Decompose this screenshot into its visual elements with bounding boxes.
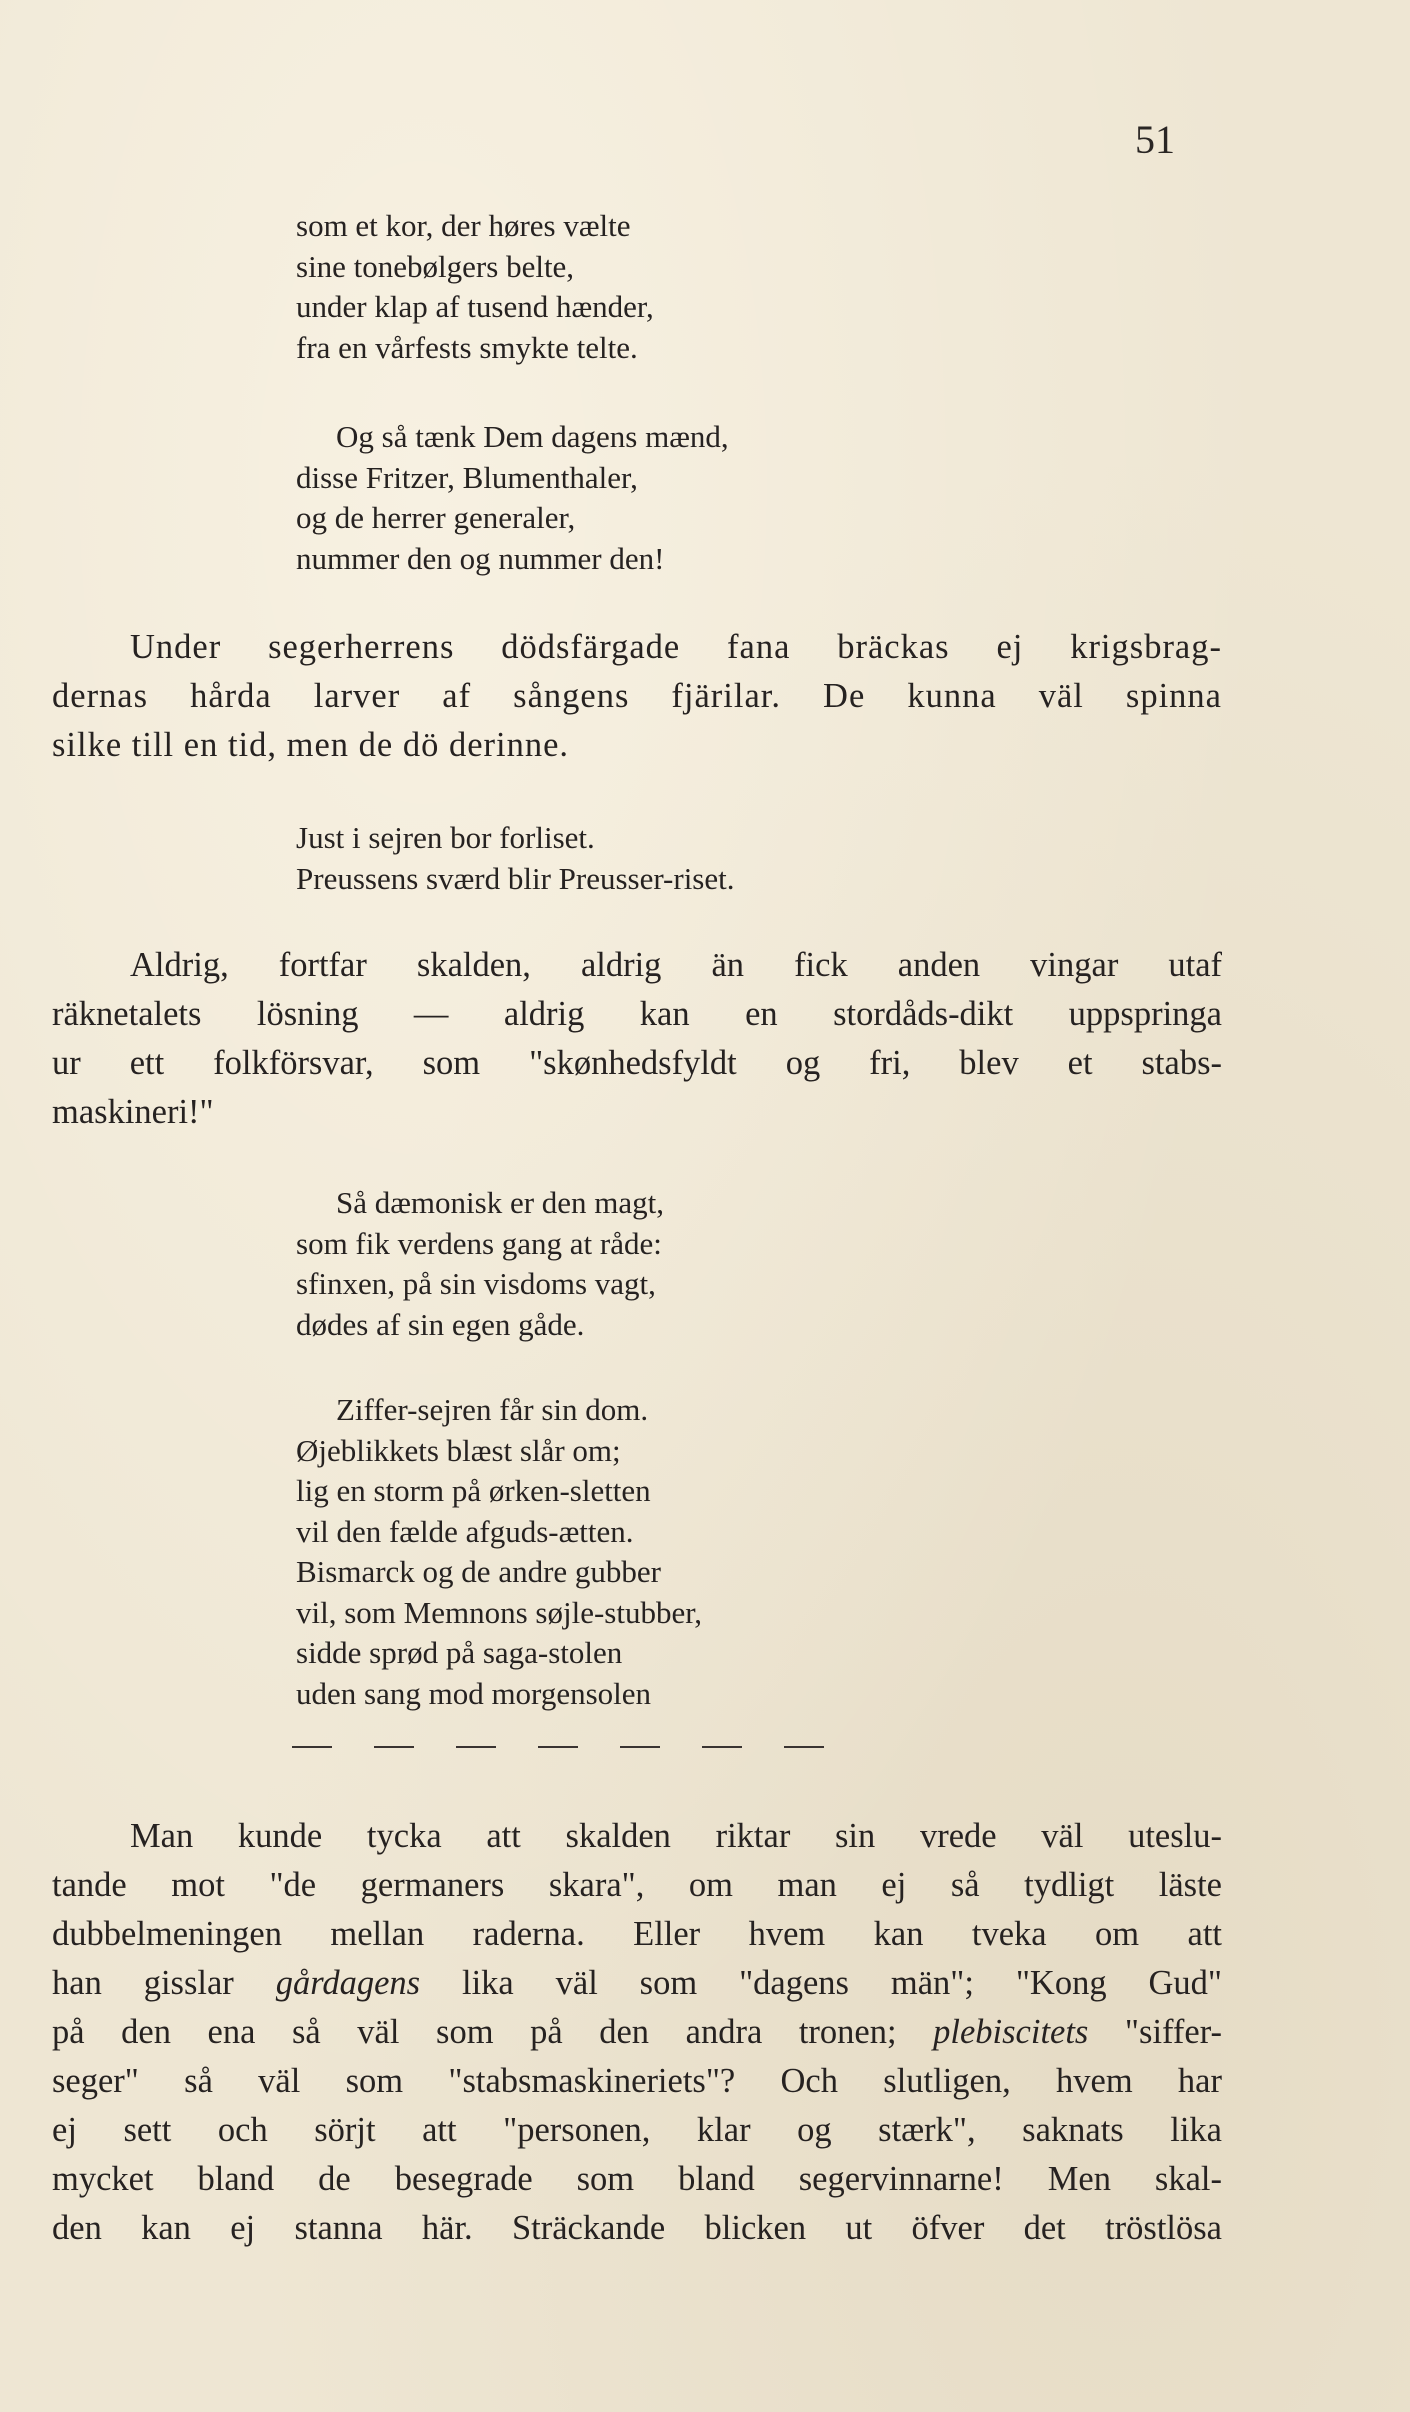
verse-line: vil den fælde afguds-ætten. [296,1513,634,1549]
prose-paragraph-2 [52,941,1222,1137]
verse-line: sine tonebølgers belte, [296,248,575,284]
verse-line: disse Fritzer, Blumenthaler, [296,459,638,495]
text-run: på den ena så väl som på den andra tronen; [52,2013,934,2051]
separator-dash [702,1746,742,1748]
prose-line: tande mot "de germaners skara", om man ej så tydligt läste [52,1866,1222,1904]
text-run: han gisslar [52,1964,276,2002]
prose-line: dubbelmeningen mellan raderna. Eller hvem kan tveka om att [52,1915,1222,1953]
separator-dash [784,1746,824,1748]
prose-line: maskineri!" [52,1093,214,1131]
section-separator [292,1746,832,1749]
prose-line-with-emphasis [52,2008,1222,2057]
verse-stanza-2 [296,417,729,579]
verse-line: vil, som Memnons søjle-stubber, [296,1594,703,1630]
prose-line-with-emphasis [52,1959,1222,2008]
prose-line: ej sett och sörjt att "personen, klar og stærk", saknats lika [52,2111,1222,2149]
verse-stanza-3 [296,818,735,899]
verse-line: fra en vårfests smykte telte. [296,329,638,365]
separator-dash [538,1746,578,1748]
verse-stanza-5 [296,1390,702,1714]
prose-paragraph-3 [52,1812,1222,2253]
prose-line: silke till en tid, men de dö derinne. [52,726,570,764]
verse-line: sfinxen, på sin visdoms vagt, [296,1266,656,1301]
prose-line: den kan ej stanna här. Sträckande blicken ut öfver det tröstlösa [52,2209,1222,2247]
prose-paragraph-1 [52,623,1222,770]
page-number: 51 [1135,117,1175,162]
verse-line: som et kor, der høres vælte [296,208,631,243]
verse-line: nummer den og nummer den! [296,540,665,576]
verse-stanza-1 [296,206,654,368]
prose-line: dernas hårda larver af sångens fjärilar. De kunna väl spinna [52,677,1222,715]
verse-line: Preussens sværd blir Preusser-riset. [296,860,735,896]
separator-dash [620,1746,660,1748]
verse-stanza-4 [296,1183,664,1345]
verse-line: sidde sprød på saga-stolen [296,1635,623,1670]
prose-line: mycket bland de besegrade som bland segervinnarne! Men skal- [52,2160,1222,2198]
verse-line: Øjeblikkets blæst slår om; [296,1432,621,1468]
verse-line: Ziffer-sejren får sin dom. [336,1392,649,1427]
verse-line: Bismarck og de andre gubber [296,1554,661,1589]
text-run: "siffer- [1088,2013,1222,2051]
verse-line: som fik verdens gang at råde: [296,1225,662,1261]
emphasis-gardagens: gårdagens [275,1964,421,2002]
prose-line: Under segerherrens dödsfärgade fana bräckas ej krigsbrag- [130,628,1222,666]
emphasis-plebiscitets: plebiscitets [933,2013,1089,2051]
prose-line: räknetalets lösning — aldrig kan en stordåds-dikt uppspringa [52,995,1222,1033]
verse-line: under klap af tusend hænder, [296,289,654,324]
prose-line: seger" så väl som "stabsmaskineriets"? Och slutligen, hvem har [52,2062,1222,2100]
verse-line: Og så tænk Dem dagens mænd, [336,419,729,454]
verse-line: Så dæmonisk er den magt, [336,1185,665,1220]
prose-line: ur ett folkförsvar, som "skønhedsfyldt og fri, blev et stabs- [52,1044,1222,1082]
prose-line: Aldrig, fortfar skalden, aldrig än fick anden vingar utaf [130,946,1222,984]
separator-dash [292,1746,332,1748]
verse-line: uden sang mod morgensolen [296,1675,652,1711]
verse-line: Just i sejren bor forliset. [296,820,595,855]
prose-line: Man kunde tycka att skalden riktar sin vrede väl uteslu- [130,1817,1222,1855]
separator-dash [456,1746,496,1748]
text-run: lika väl som "dagens män"; "Kong Gud" [420,1964,1223,2002]
verse-line: og de herrer generaler, [296,500,576,535]
verse-line: dødes af sin egen gåde. [296,1306,585,1342]
verse-line: lig en storm på ørken-sletten [296,1473,651,1508]
separator-dash [374,1746,414,1748]
